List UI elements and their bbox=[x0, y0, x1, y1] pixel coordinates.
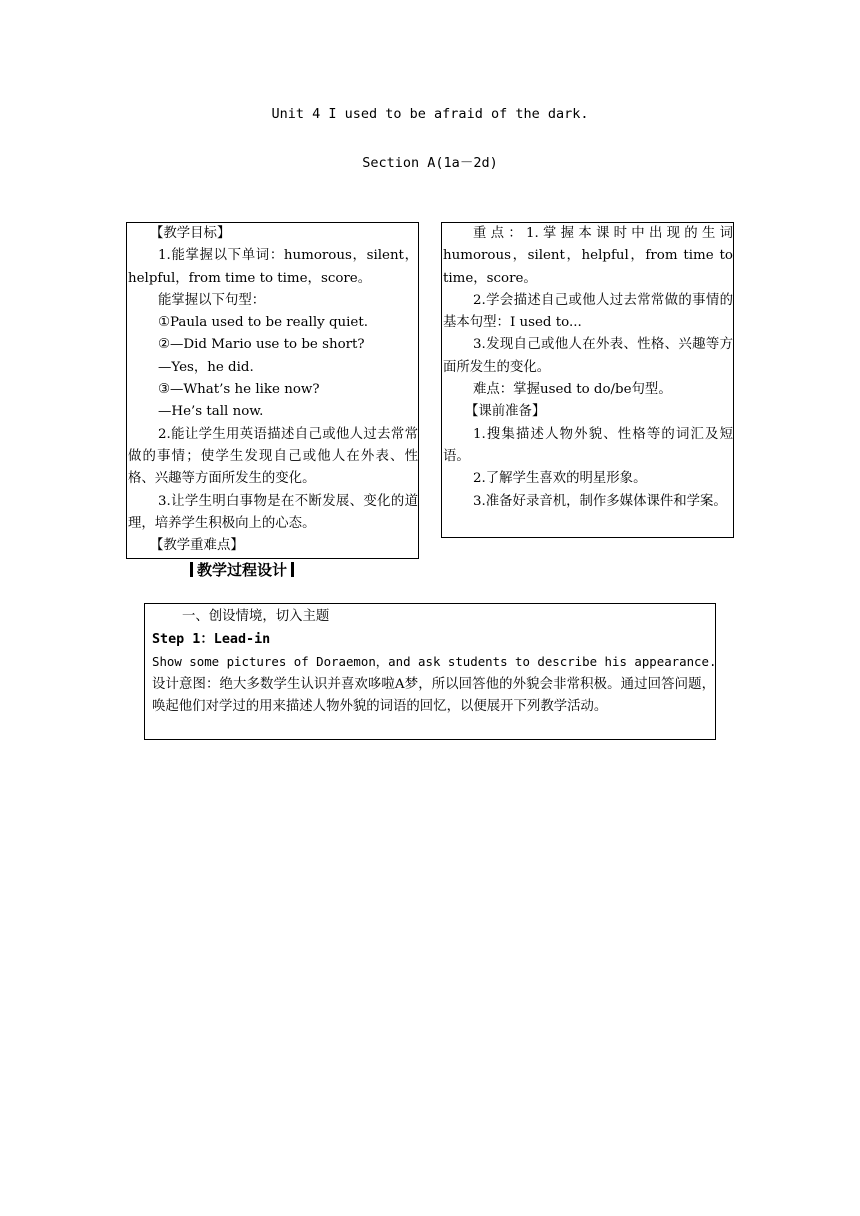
preparation-heading: 【课前准备】 bbox=[465, 404, 546, 420]
objective-line: ②—Did Mario use to be short? bbox=[158, 337, 365, 353]
key-points-heading: 【教学重难点】 bbox=[150, 538, 244, 554]
process-heading-text: 教学过程设计 bbox=[197, 561, 288, 579]
key-point-line: 重点：1.掌握本课时中出现的生词humorous，silent，helpful，from time to time，score。 bbox=[443, 226, 733, 286]
objective-line: —Yes，he did. bbox=[158, 359, 254, 375]
objective-line: 3.让学生明白事物是在不断发展、变化的道理，培养学生积极向上的心态。 bbox=[128, 493, 418, 531]
objective-line: ①Paula used to be really quiet. bbox=[158, 315, 368, 331]
objectives-heading: 【教学目标】 bbox=[150, 226, 231, 241]
objective-line: ③—What’s he like now? bbox=[158, 382, 320, 398]
heading-bar-right bbox=[291, 562, 294, 577]
key-point-line: 难点：掌握used to do/be句型。 bbox=[473, 382, 672, 398]
process-heading bbox=[186, 558, 298, 582]
preparation-line: 3.准备好录音机，制作多媒体课件和学案。 bbox=[473, 493, 727, 509]
objective-line: 1.能掌握以下单词：humorous，silent，helpful，from time to time，score。 bbox=[128, 248, 418, 286]
document-subtitle: Section A(1a－2d) bbox=[362, 155, 498, 171]
step-heading: Step 1：Lead-in bbox=[152, 631, 271, 647]
lead-in-box bbox=[144, 603, 716, 740]
key-point-line: 3.发现自己或他人在外表、性格、兴趣等方面所发生的变化。 bbox=[443, 337, 733, 375]
section-heading: 一、创设情境，切入主题 bbox=[182, 609, 330, 624]
design-intent: 设计意图：绝大多数学生认识并喜欢哆啦A梦，所以回答他的外貌会非常积极。通过回答问题，唤起他们对学过的用来描述人物外貌的词语的回忆，以便展开下列教学活动。 bbox=[152, 676, 715, 714]
objective-line: 2.能让学生用英语描述自己或他人过去常常做的事情；使学生发现自己或他人在外表、性格、兴趣等方面所发生的变化。 bbox=[128, 426, 418, 487]
preparation-line: 1.搜集描述人物外貌、性格等的词汇及短语。 bbox=[443, 426, 733, 464]
objective-line: —He’s tall now. bbox=[158, 404, 264, 420]
document-title: Unit 4 I used to be afraid of the dark. bbox=[271, 106, 589, 122]
heading-bar-left bbox=[190, 562, 193, 577]
step-activity: Show some pictures of Doraemon，and ask students to describe his appearance. bbox=[152, 654, 717, 669]
objectives-box bbox=[126, 222, 419, 559]
preparation-line: 2.了解学生喜欢的明星形象。 bbox=[473, 471, 647, 487]
objective-line: 能掌握以下句型： bbox=[158, 292, 266, 308]
key-point-line: 2.学会描述自己或他人过去常常做的事情的基本句型：I used to... bbox=[443, 292, 733, 331]
key-points-box bbox=[441, 222, 734, 538]
